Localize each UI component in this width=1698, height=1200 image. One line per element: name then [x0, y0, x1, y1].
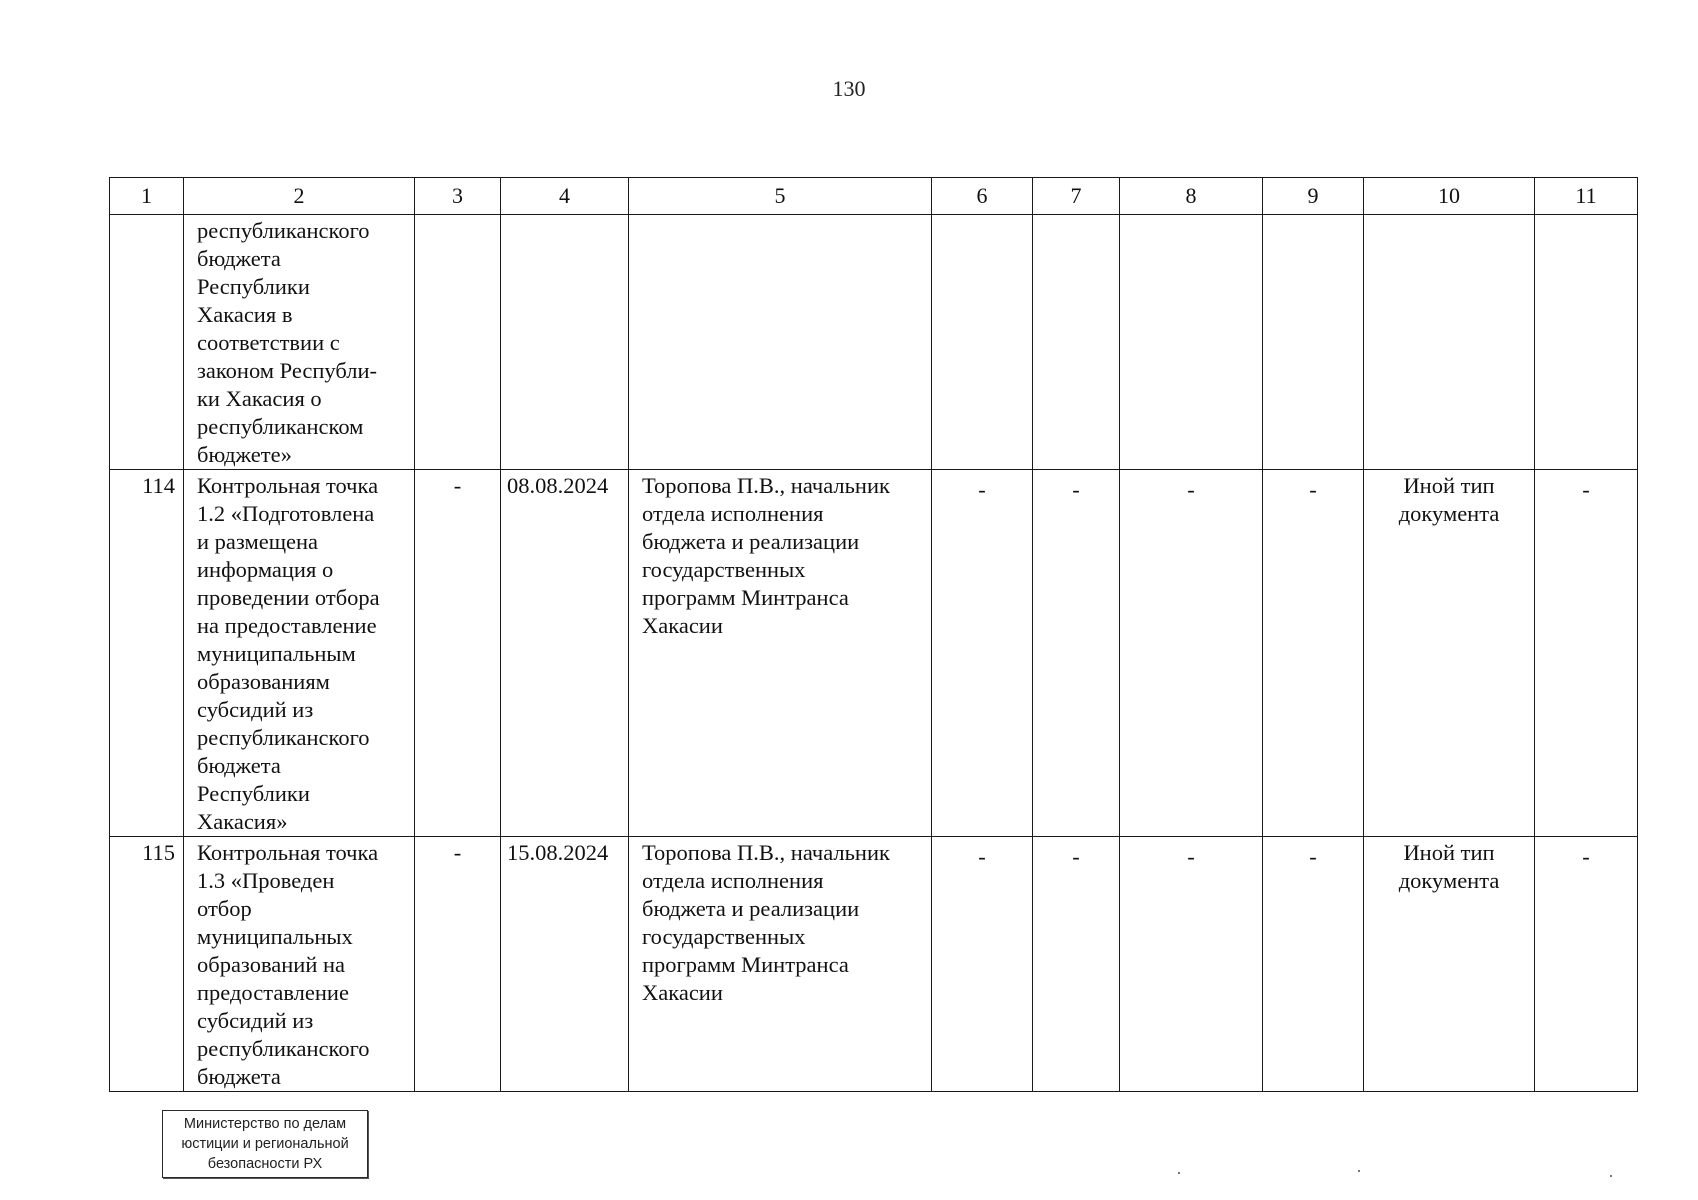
stamp-line: безопасности РХ	[207, 1156, 323, 1172]
scan-speck	[1178, 1172, 1180, 1174]
cell-num: 114	[110, 470, 184, 837]
cell-date: 15.08.2024	[501, 837, 629, 1092]
col-header-5: 5	[629, 178, 932, 215]
name-line: Республики	[197, 274, 310, 299]
col-header-8: 8	[1120, 178, 1263, 215]
dash: -	[1187, 844, 1195, 869]
cell-empty	[1263, 215, 1364, 470]
name-line: бюджета	[197, 753, 281, 778]
name-line: муниципальным	[197, 641, 356, 666]
scan-speck	[1358, 1170, 1360, 1172]
name-line: Контрольная точка	[197, 473, 379, 498]
control-points-table	[109, 177, 1638, 1092]
name-line: субсидий из	[197, 697, 314, 722]
name-line: Хакасия»	[197, 809, 288, 834]
dash: -	[1072, 477, 1080, 502]
cell-col3: -	[415, 837, 501, 1092]
dash: -	[978, 844, 986, 869]
col-header-10: 10	[1364, 178, 1535, 215]
cell-name	[184, 837, 415, 1092]
name-line: предоставление	[197, 980, 349, 1005]
col-header-7: 7	[1033, 178, 1120, 215]
cell-responsible	[629, 470, 932, 837]
table-row-continuation	[110, 215, 1638, 470]
name-line: отбор	[197, 896, 252, 921]
name-line: республиканского	[197, 218, 370, 243]
col-header-9: 9	[1263, 178, 1364, 215]
responsible-line: Торопова П.В., начальник	[642, 840, 890, 865]
name-line: 1.2 «Подготовлена	[197, 501, 375, 526]
responsible-line: бюджета и реализации	[642, 896, 860, 921]
name-line: республиканского	[197, 725, 370, 750]
cell-col8	[1120, 837, 1263, 1092]
header-row	[110, 178, 1638, 215]
responsible-line: государственных	[642, 557, 806, 582]
name-line: образованиям	[197, 669, 330, 694]
cell-num: 115	[110, 837, 184, 1092]
cell-empty	[1535, 215, 1638, 470]
name-line: и размещена	[197, 529, 319, 554]
col-header-3: 3	[415, 178, 501, 215]
name-line: Хакасия в	[197, 302, 293, 327]
name-line: Контрольная точка	[197, 840, 379, 865]
name-line: республиканского	[197, 1036, 370, 1061]
cell-col9	[1263, 837, 1364, 1092]
cell-responsible	[629, 837, 932, 1092]
doc-type-line: документа	[1398, 868, 1500, 893]
stamp-line: Министерство по делам	[183, 1116, 347, 1132]
ministry-stamp	[162, 1110, 368, 1178]
name-line: проведении отбора	[197, 585, 380, 610]
cell-col6	[932, 470, 1033, 837]
name-line: муниципальных	[197, 924, 353, 949]
table-row	[110, 837, 1638, 1092]
responsible-line: бюджета и реализации	[642, 529, 860, 554]
col-header-1: 1	[110, 178, 184, 215]
cell-col11	[1535, 470, 1638, 837]
responsible-line: программ Минтранса	[642, 952, 849, 977]
responsible-line: Хакасии	[642, 613, 723, 638]
cell-name	[184, 470, 415, 837]
name-line: соответствии с	[197, 330, 340, 355]
cell-empty	[415, 215, 501, 470]
col-header-4: 4	[501, 178, 629, 215]
name-line: Республики	[197, 781, 310, 806]
cell-name	[184, 215, 415, 470]
responsible-line: государственных	[642, 924, 806, 949]
page-number: 130	[832, 76, 866, 101]
cell-empty	[501, 215, 629, 470]
cell-empty	[629, 215, 932, 470]
cell-col6	[932, 837, 1033, 1092]
name-line: субсидий из	[197, 1008, 314, 1033]
name-line: 1.3 «Проведен	[197, 868, 335, 893]
cell-col9	[1263, 470, 1364, 837]
name-line: ки Хакасия о	[197, 386, 322, 411]
cell-date: 08.08.2024	[501, 470, 629, 837]
cell-empty	[1033, 215, 1120, 470]
col-header-6: 6	[932, 178, 1033, 215]
scan-speck	[1610, 1175, 1612, 1177]
responsible-line: программ Минтранса	[642, 585, 849, 610]
name-line: образований на	[197, 952, 346, 977]
cell-empty	[1364, 215, 1535, 470]
cell-col7	[1033, 837, 1120, 1092]
responsible-line: Торопова П.В., начальник	[642, 473, 890, 498]
col-header-2: 2	[184, 178, 415, 215]
col-header-11: 11	[1535, 178, 1638, 215]
name-line: бюджета	[197, 246, 281, 271]
cell-doc-type	[1364, 837, 1535, 1092]
doc-type-line: документа	[1398, 501, 1500, 526]
cell-col8	[1120, 470, 1263, 837]
responsible-line: отдела исполнения	[642, 868, 824, 893]
name-line: на предоставление	[197, 613, 377, 638]
dash: -	[1582, 477, 1590, 502]
stamp-line: юстиции и региональной	[181, 1136, 349, 1152]
cell-empty	[932, 215, 1033, 470]
responsible-line: отдела исполнения	[642, 501, 824, 526]
dash: -	[1187, 477, 1195, 502]
responsible-line: Хакасии	[642, 980, 723, 1005]
cell-col3: -	[415, 470, 501, 837]
doc-type-line: Иной тип	[1403, 840, 1495, 865]
cell-col7	[1033, 470, 1120, 837]
dash: -	[1309, 477, 1317, 502]
dash: -	[1072, 844, 1080, 869]
cell-col11	[1535, 837, 1638, 1092]
doc-type-line: Иной тип	[1403, 473, 1495, 498]
name-line: информация о	[197, 557, 334, 582]
dash: -	[978, 477, 986, 502]
dash: -	[1309, 844, 1317, 869]
table-row	[110, 470, 1638, 837]
name-line: законом Республи-	[197, 358, 378, 383]
dash: -	[1582, 844, 1590, 869]
cell-doc-type	[1364, 470, 1535, 837]
cell-num	[110, 215, 184, 470]
cell-empty	[1120, 215, 1263, 470]
name-line: республиканском	[197, 414, 364, 439]
name-line: бюджете»	[197, 442, 292, 467]
name-line: бюджета	[197, 1064, 281, 1089]
